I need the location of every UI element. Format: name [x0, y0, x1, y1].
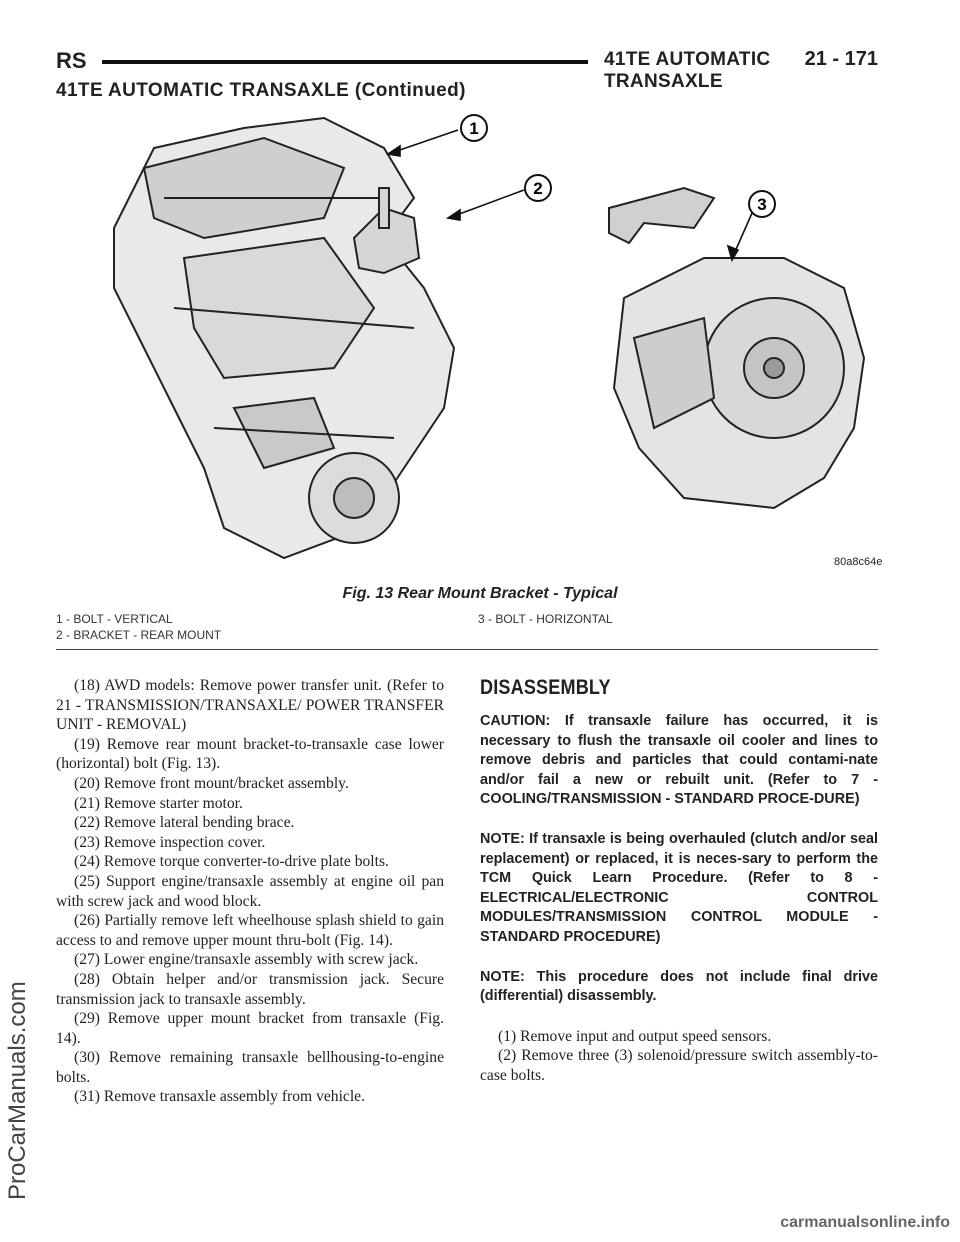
watermark-bottom-right: carmanualsonline.info	[780, 1214, 950, 1231]
step-26: (26) Partially remove left wheelhouse splash shield to gain access to and remove upper mount thru-bolt (Fig. 14).	[56, 912, 444, 949]
step-22: (22) Remove lateral bending brace.	[74, 814, 295, 832]
step-18: (18) AWD models: Remove power transfer unit. (Refer to 21 - TRANSMISSION/TRANSAXLE/ POWER TRANSFER UNIT - REMOVAL)	[56, 677, 444, 734]
header-rule	[102, 60, 588, 64]
note-final-drive: NOTE: This procedure does not include final drive (differential) disassembly.	[480, 968, 878, 1005]
step-20: (20) Remove front mount/bracket assembly.	[74, 774, 349, 792]
step-21: (21) Remove starter motor.	[74, 794, 243, 812]
section-continued-title: 41TE AUTOMATIC TRANSAXLE (Continued)	[56, 80, 466, 101]
watermark-left: ProCarManuals.com	[4, 981, 31, 1200]
engine-block-drawing	[114, 118, 454, 558]
figure-image-id: 80a8c64e	[834, 556, 883, 568]
legend-item-2: 2 - BRACKET - REAR MOUNT	[56, 628, 222, 642]
step-24: (24) Remove torque converter-to-drive plate bolts.	[74, 853, 389, 871]
legend-item-3: 3 - BOLT - HORIZONTAL	[478, 612, 613, 626]
svg-text:1: 1	[469, 119, 479, 138]
header-code: RS	[56, 48, 87, 73]
step-29: (29) Remove upper mount bracket from transaxle (Fig. 14).	[56, 1010, 444, 1047]
svg-text:3: 3	[757, 195, 767, 214]
header-chapter: 41TE AUTOMATIC TRANSAXLE	[604, 49, 771, 92]
rear-mount-bracket-part	[609, 188, 729, 268]
callout-1	[461, 115, 487, 141]
removal-steps-column	[56, 676, 444, 1107]
disassembly-step-1: (1) Remove input and output speed sensors.	[498, 1027, 772, 1045]
figure-caption: Fig. 13 Rear Mount Bracket - Typical	[342, 585, 618, 602]
rear-mount-bracket-illustration	[84, 108, 884, 584]
callout-3	[749, 191, 775, 217]
disassembly-column	[480, 676, 878, 1086]
disassembly-step-2: (2) Remove three (3) solenoid/pressure switch assembly-to-case bolts.	[480, 1047, 878, 1084]
step-30: (30) Remove remaining transaxle bellhousing-to-engine bolts.	[56, 1049, 444, 1086]
page-number: 21 - 171	[804, 48, 878, 70]
svg-text:2: 2	[533, 179, 543, 198]
step-28: (28) Obtain helper and/or transmission jack. Secure transmission jack to transaxle assembly.	[56, 970, 444, 1008]
step-23: (23) Remove inspection cover.	[74, 833, 266, 851]
legend-item-1: 1 - BOLT - VERTICAL	[56, 612, 173, 626]
caution-text: CAUTION: If transaxle failure has occurred, it is necessary to flush the transaxle oil cooler and lines to remove debris and particles that could contami-nate and/or fail a new or rebuilt unit. (Refer to 7 - COOLING/TRANSMISSION - STANDARD PROCE-DURE)	[480, 713, 878, 808]
step-19: (19) Remove rear mount bracket-to-transaxle case lower (horizontal) bolt (Fig. 13).	[56, 735, 444, 773]
note-quick-learn: NOTE: If transaxle is being overhauled (clutch and/or seal replacement) or replaced, it is neces-sary to perform the TCM Quick Learn Procedure. (Refer to 8 - ELECTRICAL/ELECTRONIC CONTROL MODULES/TRANSMISSION CONTROL MODULE - STANDARD PROCEDURE)	[480, 830, 878, 945]
step-25: (25) Support engine/transaxle assembly at engine oil pan with screw jack and wood block.	[56, 872, 444, 910]
step-31: (31) Remove transaxle assembly from vehicle.	[74, 1088, 365, 1106]
disassembly-heading: DISASSEMBLY	[480, 676, 611, 699]
transaxle-drawing	[614, 258, 864, 508]
callout-2	[525, 175, 551, 201]
step-27: (27) Lower engine/transaxle assembly with screw jack.	[74, 951, 419, 969]
figure-bottom-rule	[56, 649, 878, 650]
